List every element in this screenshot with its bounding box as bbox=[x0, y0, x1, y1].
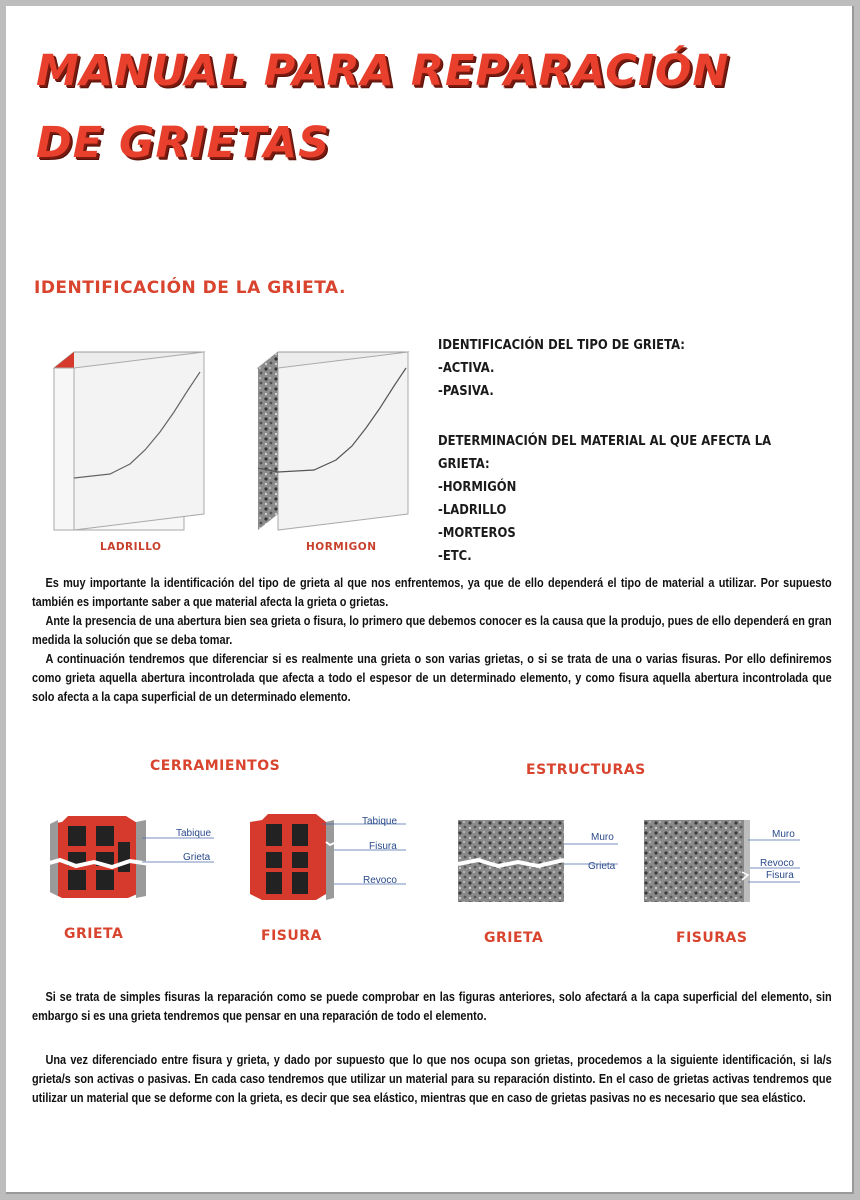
identification-type-block bbox=[438, 334, 685, 403]
material-item: -LADRILLO bbox=[438, 502, 507, 518]
caption-e-grieta: GRIETA bbox=[484, 930, 544, 946]
caption-e-fisuras: FISURAS bbox=[676, 930, 748, 946]
paragraph: Una vez diferenciado entre fisura y grieta, y dado por supuesto que lo que nos ocupa son grietas, procedemos a la siguiente identificación, si la/s grieta/s son activas o pasivas. En cada caso tendremos que utilizar un material para su reparación distinto. En el caso de grietas activas tendremos que utilizar un material que se deforme con la grieta, es decir que sea elástico, mientras que en caso de grietas pasivas no es necesario que sea elástico. bbox=[32, 1052, 832, 1105]
label-tabique: Tabique bbox=[362, 816, 398, 827]
document-page bbox=[6, 6, 854, 1194]
type-item: -ACTIVA. bbox=[438, 360, 495, 376]
intro-paragraphs bbox=[32, 573, 832, 706]
label-revoco: Revoco bbox=[363, 875, 397, 886]
title-line-2: DE GRIETAS bbox=[36, 118, 331, 168]
section-heading: IDENTIFICACIÓN DE LA GRIETA. bbox=[34, 278, 346, 298]
paragraph: Ante la presencia de una abertura bien sea grieta o fisura, lo primero que debemos conocer es la causa que la produjo, pues de ello dependerá en gran medida la solución que se deba tomar. bbox=[32, 613, 832, 647]
label-tabique: Tabique bbox=[176, 828, 212, 839]
label-muro: Muro bbox=[772, 829, 795, 840]
material-item: -MORTEROS bbox=[438, 525, 516, 541]
type-item: -PASIVA. bbox=[438, 383, 494, 399]
paragraph: A continuación tendremos que diferenciar si es realmente una grieta o son varias grietas, o si se trata de una o varias fisuras. Por ello definiremos como grieta aquella abertura incontrolada que afecta a todo el espesor de un determinado elemento, y como fisura aquella abertura incontrolada que solo afecta a la capa superficial de un determinado elemento. bbox=[32, 651, 832, 704]
caption-c-fisura: FISURA bbox=[261, 928, 322, 944]
label-grieta: Grieta bbox=[183, 852, 211, 863]
ladrillo-figure bbox=[50, 346, 210, 531]
material-item: -ETC. bbox=[438, 548, 472, 564]
material-heading: DETERMINACIÓN DEL MATERIAL AL QUE AFECTA LA GRIETA: bbox=[438, 433, 772, 472]
estructuras-heading: ESTRUCTURAS bbox=[526, 762, 646, 778]
cerramientos-heading: CERRAMIENTOS bbox=[150, 758, 281, 774]
label-revoco: Revoco bbox=[760, 858, 794, 869]
label-fisura: Fisura bbox=[369, 841, 397, 852]
label-grieta: Grieta bbox=[588, 861, 616, 872]
closing-paragraph-2 bbox=[32, 1050, 832, 1107]
paragraph: Si se trata de simples fisuras la reparación como se puede comprobar en las figuras anteriores, solo afectará a la capa superficial del elemento, sin embargo si es una grieta tendremos que pensar en una reparación de todo el elemento. bbox=[32, 989, 832, 1023]
paragraph: Es muy importante la identificación del tipo de grieta al que nos enfrentemos, ya que de ello dependerá el tipo de material a utilizar. Por supuesto también es importante saber a que material afecta la grieta o grietas. bbox=[32, 575, 832, 609]
label-muro: Muro bbox=[591, 832, 614, 843]
material-item: -HORMIGÓN bbox=[438, 479, 517, 495]
hormigon-caption: HORMIGON bbox=[306, 541, 377, 553]
ladrillo-caption: LADRILLO bbox=[100, 541, 162, 553]
identification-material-block bbox=[438, 430, 794, 568]
caption-c-grieta: GRIETA bbox=[64, 926, 124, 942]
label-fisura: Fisura bbox=[766, 870, 794, 881]
closing-paragraph-1 bbox=[32, 987, 832, 1025]
hormigon-figure bbox=[254, 346, 414, 531]
title-line-1: MANUAL PARA REPARACIÓN bbox=[36, 46, 730, 96]
type-heading: IDENTIFICACIÓN DEL TIPO DE GRIETA: bbox=[438, 337, 685, 353]
